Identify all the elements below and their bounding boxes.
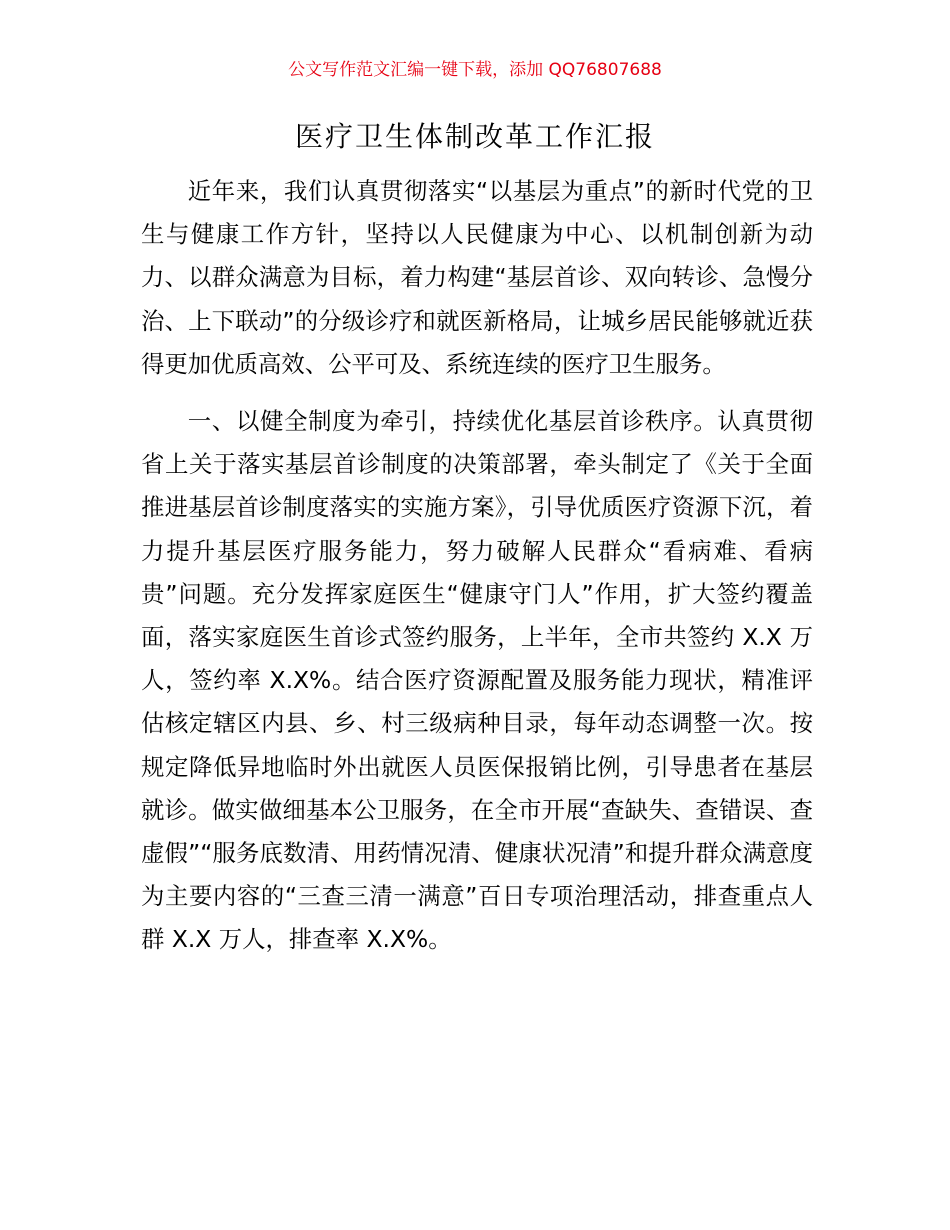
download-promo-note: 公文写作范文汇编一键下载，添加 QQ76807688	[288, 60, 662, 80]
document-title: 医疗卫生体制改革工作汇报	[294, 120, 655, 153]
document-body	[141, 170, 813, 962]
intro-paragraph: 近年来，我们认真贯彻落实“以基层为重点”的新时代党的卫生与健康工作方针，坚持以人民健康为中心、以机制创新为动力、以群众满意为目标，着力构建“基层首诊、双向转诊、急慢分治、上下联动”的分级诊疗和就医新格局，让城乡居民能够就近获得更加优质高效、公平可及、系统连续的医疗卫生服务。	[141, 177, 813, 378]
section-one-paragraph: 一、以健全制度为牵引，持续优化基层首诊秩序。认真贯彻省上关于落实基层首诊制度的决策部署，牵头制定了《关于全面推进基层首诊制度落实的实施方案》，引导优质医疗资源下沉，着力提升基层医疗服务能力，努力破解人民群众“看病难、看病贵”问题。充分发挥家庭医生“健康守门人”作用，扩大签约覆盖面，落实家庭医生首诊式签约服务，上半年，全市共签约 X.X 万人，签约率 X.X%。结合医疗资源配置及服务能力现状，精准评估核定辖区内县、乡、村三级病种目录，每年动态调整一次。按规定降低异地临时外出就医人员医保报销比例，引导患者在基层就诊。做实做细基本公卫服务，在全市开展“查缺失、查错误、查虚假”“服务底数清、用药情况清、健康状况清”和提升群众满意度为主要内容的“三查三清一满意”百日专项治理活动，排查重点人群 X.X 万人，排查率 X.X%。	[141, 407, 813, 954]
